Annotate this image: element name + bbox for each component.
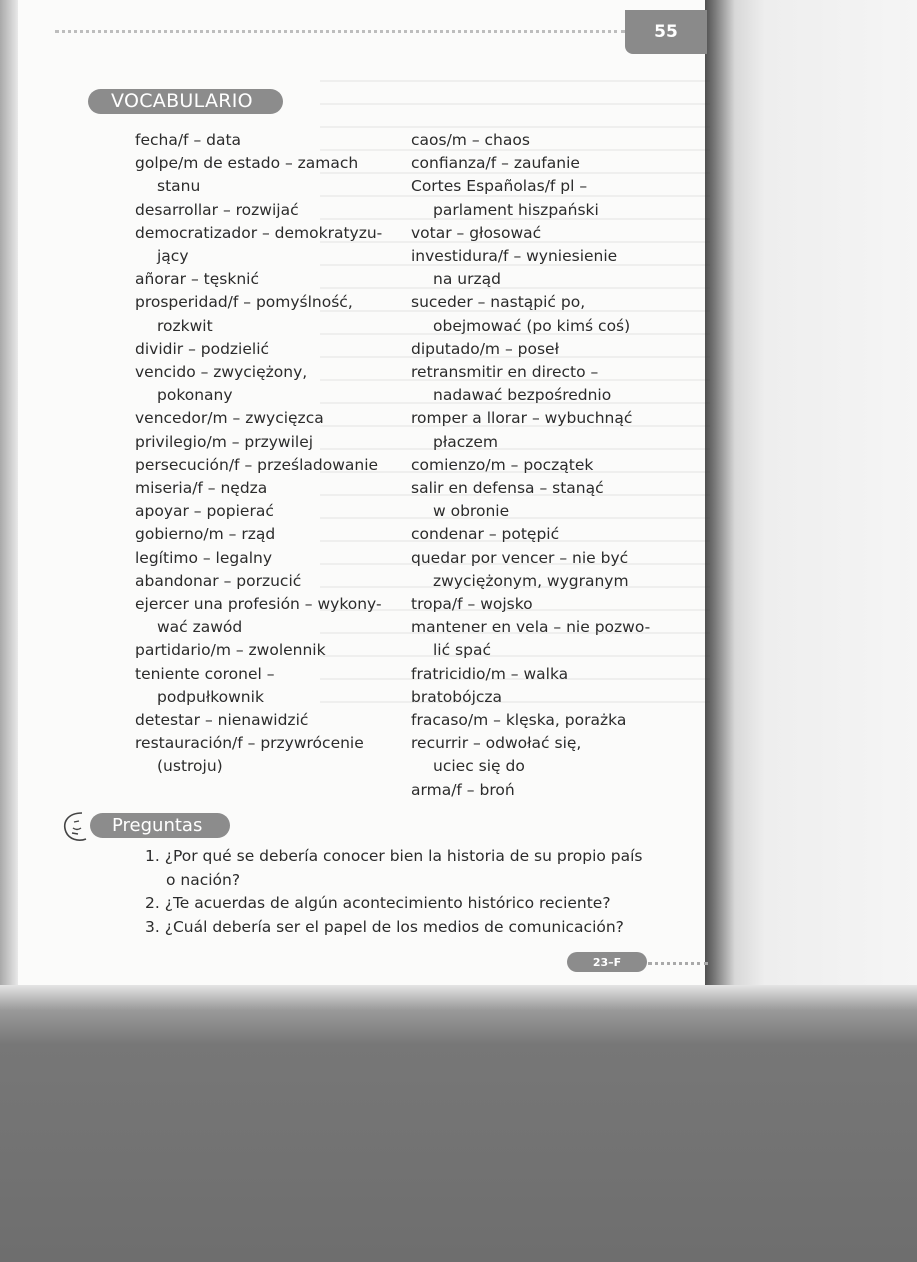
entry-text: arma/f – broń [411, 780, 515, 799]
vocabulary-entry [135, 129, 397, 152]
vocabulary-entry [411, 732, 661, 778]
entry-continuation: pokonany [157, 386, 233, 405]
vocabulary-entry [135, 199, 397, 222]
vocabulary-entry [135, 547, 397, 570]
question-text: 2. ¿Te acuerdas de algún acontecimiento histórico reciente? [145, 894, 611, 912]
entry-continuation: parlament hiszpański [433, 200, 599, 219]
vocabulary-entry [135, 152, 397, 198]
header-dotted-rule [55, 30, 625, 33]
entry-text: ejercer una profesión – wykony- [135, 595, 382, 614]
entry-continuation: na urząd [433, 270, 501, 289]
entry-continuation: podpułkownik [157, 687, 264, 706]
vocabulary-entry [135, 338, 397, 361]
vocabulary-entry [135, 500, 397, 523]
entry-text: partidario/m – zwolennik [135, 641, 326, 660]
vocabulary-left-column [135, 129, 397, 779]
entry-continuation: (ustroju) [157, 757, 223, 776]
entry-continuation: zwyciężonym, wygranym [433, 571, 629, 590]
entry-continuation: płaczem [433, 432, 499, 451]
vocabulary-entry [135, 407, 397, 430]
vocabulary-entry [135, 523, 397, 546]
entry-text: Cortes Españolas/f pl – [411, 177, 588, 196]
entry-text: dividir – podzielić [135, 339, 270, 358]
vocabulary-entry [135, 361, 397, 407]
entry-text: miseria/f – nędza [135, 479, 268, 498]
vocabulary-entry [135, 454, 397, 477]
entry-text: persecución/f – prześladowanie [135, 455, 379, 474]
question-item [145, 845, 645, 892]
entry-text: romper a llorar – wybuchnąć [411, 409, 633, 428]
question-item [145, 892, 645, 916]
entry-text: quedar por vencer – nie być [411, 548, 629, 567]
vocabulary-heading: VOCABULARIO [88, 89, 283, 114]
entry-text: privilegio/m – przywilej [135, 432, 314, 451]
entry-text: gobierno/m – rząd [135, 525, 276, 544]
preguntas-list [145, 845, 645, 939]
entry-text: prosperidad/f – pomyślność, [135, 293, 353, 312]
vocabulary-entry [411, 709, 661, 732]
entry-text: investidura/f – wyniesienie [411, 247, 618, 266]
entry-continuation: uciec się do [433, 757, 525, 776]
vocabulary-entry [411, 523, 661, 546]
vocabulary-entry [411, 593, 661, 616]
entry-text: detestar – nienawidzić [135, 711, 309, 730]
entry-continuation: wać zawód [157, 618, 243, 637]
entry-text: comienzo/m – początek [411, 455, 594, 474]
preguntas-heading [60, 810, 235, 844]
vocabulary-entry [411, 222, 661, 245]
entry-text: apoyar – popierać [135, 502, 274, 521]
question-item [145, 916, 645, 940]
entry-text: condenar – potępić [411, 525, 560, 544]
entry-continuation: lić spać [433, 641, 491, 660]
vocabulary-right-column [411, 129, 661, 802]
vocabulary-entry [135, 291, 397, 337]
vocabulary-entry [411, 407, 661, 453]
book-spine-shadow [705, 0, 917, 990]
vocabulary-entry [411, 454, 661, 477]
entry-text: caos/m – chaos [411, 131, 530, 149]
vocabulary-entry [411, 477, 661, 523]
entry-text: teniente coronel – [135, 664, 275, 683]
entry-text: abandonar – porzucić [135, 571, 302, 590]
entry-text: fracaso/m – klęska, porażka [411, 711, 627, 730]
entry-text: vencido – zwyciężony, [135, 363, 308, 382]
entry-text: fratricidio/m – walka bratobójcza [411, 664, 569, 706]
vocabulary-entry [411, 779, 661, 802]
entry-continuation: nadawać bezpośrednio [433, 386, 612, 405]
question-text: 1. ¿Por qué se debería conocer bien la historia de su propio país [145, 847, 643, 865]
entry-text: confianza/f – zaufanie [411, 154, 580, 173]
vocabulary-entry [135, 593, 397, 639]
vocabulary-entry [411, 175, 661, 221]
vocabulary-entry [411, 616, 661, 662]
entry-text: retransmitir en directo – [411, 363, 599, 382]
entry-text: legítimo – legalny [135, 548, 273, 567]
entry-text: añorar – tęsknić [135, 270, 259, 289]
entry-text: recurrir – odwołać się, [411, 734, 582, 753]
entry-continuation: stanu [157, 177, 201, 196]
vocabulary-entry [135, 570, 397, 593]
vocabulary-entry [135, 431, 397, 454]
preguntas-title: Preguntas [90, 813, 230, 838]
entry-continuation: w obronie [433, 502, 510, 521]
section-badge: 23–F [567, 952, 647, 972]
vocabulary-entry [135, 477, 397, 500]
footer-dotted-rule [648, 962, 708, 965]
entry-text: fecha/f – data [135, 131, 242, 149]
entry-text: desarrollar – rozwijać [135, 200, 299, 219]
question-continuation: o nación? [166, 870, 241, 889]
question-text: 3. ¿Cuál debería ser el papel de los medios de comunicación? [145, 917, 624, 936]
vocabulary-entry [135, 663, 397, 709]
entry-text: votar – głosować [411, 223, 542, 242]
vocabulary-entry [411, 663, 661, 709]
vocabulary-entry [135, 268, 397, 291]
vocabulary-entry [135, 709, 397, 732]
vocabulary-entry [411, 129, 661, 152]
vocabulary-entry [411, 361, 661, 407]
entry-continuation: rozkwit [157, 316, 213, 335]
vocabulary-entry [411, 245, 661, 291]
vocabulary-entry [135, 639, 397, 662]
scan-bottom-shadow [0, 985, 917, 1262]
entry-text: vencedor/m – zwycięzca [135, 409, 324, 428]
entry-text: mantener en vela – nie pozwo- [411, 618, 651, 637]
vocabulary-entry [411, 547, 661, 593]
entry-text: golpe/m de estado – zamach [135, 154, 359, 173]
entry-text: diputado/m – poseł [411, 339, 559, 358]
entry-continuation: obejmować (po kimś coś) [433, 316, 631, 335]
vocabulary-entry [411, 152, 661, 175]
vocabulary-entry [135, 732, 397, 778]
entry-text: tropa/f – wojsko [411, 595, 533, 614]
entry-text: democratizador – demokratyzu- [135, 223, 383, 242]
entry-text: suceder – nastąpić po, [411, 293, 586, 312]
vocabulary-entry [411, 291, 661, 337]
entry-continuation: jący [157, 247, 189, 266]
entry-text: restauración/f – przywrócenie [135, 734, 364, 753]
page-number: 55 [625, 10, 707, 54]
entry-text: salir en defensa – stanąć [411, 479, 604, 498]
vocabulary-entry [135, 222, 397, 268]
vocabulary-entry [411, 338, 661, 361]
